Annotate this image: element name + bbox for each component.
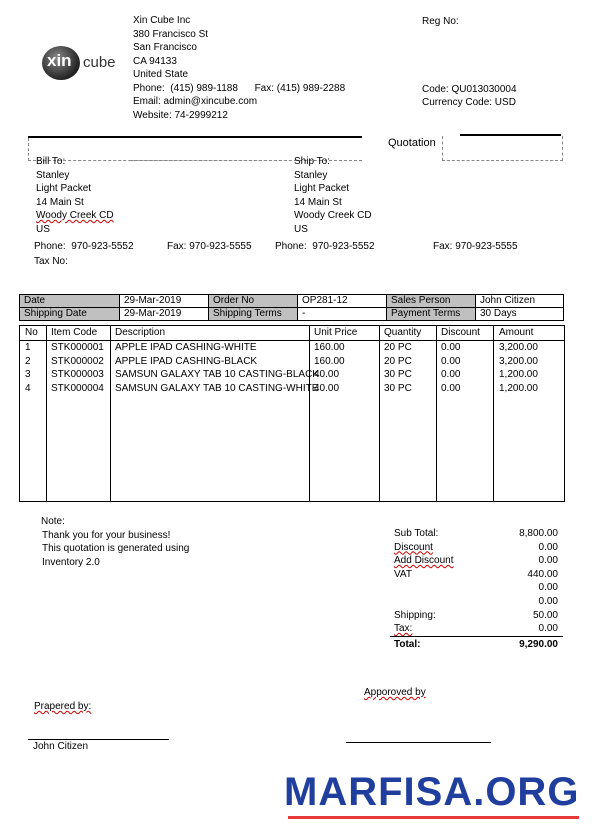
bill-to-line: Woody Creek CD xyxy=(36,210,114,221)
cell-code: STK000003 xyxy=(51,369,104,380)
order-label: Order No xyxy=(209,295,298,308)
totals-labels xyxy=(394,528,453,637)
cell-no: 4 xyxy=(25,383,31,394)
quote-code: Code: QU013030004 xyxy=(422,84,517,95)
company-email: Email: admin@xincube.com xyxy=(133,96,258,107)
header-amount: Amount xyxy=(499,327,534,338)
prepared-by-name: John Citizen xyxy=(33,741,89,752)
date-label: Date xyxy=(20,295,120,308)
cell-desc: SAMSUN GALAXY TAB 10 CASTING-BLACK xyxy=(115,369,319,380)
cell-qty: 20 PC xyxy=(384,342,412,353)
cell-amount: 1,200.00 xyxy=(499,383,538,394)
pay-terms-value: 30 Days xyxy=(476,308,564,321)
pay-terms-label: Payment Terms xyxy=(387,308,476,321)
col-divider xyxy=(436,326,437,501)
watermark: MARFISA.ORG xyxy=(284,770,580,814)
cell-code: STK000002 xyxy=(51,356,104,367)
title-box-right xyxy=(442,136,563,161)
header-item-code: Item Code xyxy=(51,327,98,338)
cell-amount: 3,200.00 xyxy=(499,356,538,367)
totals-values xyxy=(480,528,558,637)
bill-to-tax: Tax No: xyxy=(34,256,68,267)
meta-row xyxy=(20,308,564,321)
company-address3: CA 94133 xyxy=(133,55,177,67)
ship-to-label: Ship To: xyxy=(294,156,330,167)
total-value: 0.00 xyxy=(538,582,558,594)
ship-to-block xyxy=(294,155,372,232)
total-rule xyxy=(390,636,563,637)
bill-divider xyxy=(130,160,287,161)
grand-total-label: Total: xyxy=(394,639,421,650)
cell-discount: 0.00 xyxy=(441,342,461,353)
prepared-signature-line xyxy=(28,739,169,740)
col-divider xyxy=(493,326,494,501)
total-label: Shipping: xyxy=(394,609,436,621)
ship-terms-label: Shipping Terms xyxy=(209,308,298,321)
col-divider xyxy=(309,326,310,501)
total-label: Discount xyxy=(394,541,433,553)
bill-to-line: Stanley xyxy=(36,169,70,181)
note-line: This quotation is generated using xyxy=(42,543,190,554)
bill-to-label: Bill To: xyxy=(36,156,66,167)
bill-to-line: 14 Main St xyxy=(36,196,84,208)
total-value: 50.00 xyxy=(532,609,558,621)
items-table xyxy=(19,325,565,502)
cell-code: STK000004 xyxy=(51,383,104,394)
ship-to-line: 14 Main St xyxy=(294,196,342,208)
ship-to-line: Light Packet xyxy=(294,183,350,194)
cell-discount: 0.00 xyxy=(441,369,461,380)
ship-to-line: Woody Creek CD xyxy=(294,210,372,221)
company-info xyxy=(133,14,345,122)
sales-value: John Citizen xyxy=(476,295,564,308)
ship-terms-value: - xyxy=(298,308,387,321)
bill-to-line: Light Packet xyxy=(36,183,92,194)
company-phone: Phone: (415) 989-1188 Fax: (415) 989-2288 xyxy=(133,82,346,94)
cell-price: 160.00 xyxy=(314,342,345,353)
total-value: 0.00 xyxy=(538,595,558,607)
cell-discount: 0.00 xyxy=(441,383,461,394)
total-label: Add Discount xyxy=(394,555,454,567)
cell-qty: 20 PC xyxy=(384,356,412,367)
note-block xyxy=(42,515,189,569)
reg-no: Reg No: xyxy=(422,16,459,27)
ship-to-fax: Fax: 970-923-5555 xyxy=(433,241,518,252)
cell-qty: 30 PC xyxy=(384,383,412,394)
company-address1: 380 Francisco St xyxy=(133,28,209,40)
ship-date-value: 29-Mar-2019 xyxy=(120,308,209,321)
cell-qty: 30 PC xyxy=(384,369,412,380)
total-value: 0.00 xyxy=(538,555,558,567)
company-logo xyxy=(42,46,122,80)
cell-desc: APPLE IPAD CASHING-BLACK xyxy=(115,356,258,367)
order-meta-table xyxy=(19,294,564,321)
ship-to-line: US xyxy=(294,223,308,232)
col-divider xyxy=(110,326,111,501)
cell-code: STK000001 xyxy=(51,342,104,353)
cell-amount: 3,200.00 xyxy=(499,342,538,353)
date-value: 29-Mar-2019 xyxy=(120,295,209,308)
col-divider xyxy=(46,326,47,501)
total-label xyxy=(394,596,453,610)
header-discount: Discount xyxy=(441,327,480,338)
cell-discount: 0.00 xyxy=(441,356,461,367)
watermark-underline xyxy=(288,816,579,819)
cell-price: 160.00 xyxy=(314,356,345,367)
bill-to-block xyxy=(36,155,114,232)
company-address2: San Francisco xyxy=(133,42,197,53)
order-value: OP281-12 xyxy=(298,295,387,308)
ship-to-phone: Phone: 970-923-5552 xyxy=(275,241,375,252)
header-description: Description xyxy=(115,327,166,338)
header-unit-price: Unit Price xyxy=(314,327,358,338)
header-no: No xyxy=(25,327,38,338)
cell-desc: SAMSUN GALAXY TAB 10 CASTING-WHITE xyxy=(115,383,319,394)
logo-text-left: xin xyxy=(47,51,72,70)
grand-total-value: 9,290.00 xyxy=(519,639,558,650)
ship-to-line: Stanley xyxy=(294,169,328,181)
note-label: Note: xyxy=(41,516,65,527)
sales-label: Sales Person xyxy=(387,295,476,308)
cell-desc: APPLE IPAD CASHING-WHITE xyxy=(115,342,257,353)
bill-to-phone: Phone: 970-923-5552 xyxy=(34,241,134,252)
company-website: Website: 74-2999212 xyxy=(133,109,228,121)
company-country: United State xyxy=(133,69,189,80)
total-value: 0.00 xyxy=(538,541,558,553)
cell-no: 2 xyxy=(25,356,31,367)
approved-signature-line xyxy=(346,742,491,743)
note-line: Thank you for your business! xyxy=(42,529,171,541)
cell-no: 3 xyxy=(25,369,31,380)
ship-date-label: Shipping Date xyxy=(20,308,120,321)
prepared-by-label: Prapered by: xyxy=(34,701,92,712)
total-label xyxy=(394,582,453,596)
cell-price: 40.00 xyxy=(314,369,340,380)
cell-no: 1 xyxy=(25,342,31,353)
total-label: Sub Total: xyxy=(394,528,439,539)
note-line: Inventory 2.0 xyxy=(42,556,100,568)
col-divider xyxy=(379,326,380,501)
bill-to-fax: Fax: 970-923-5555 xyxy=(167,241,252,252)
total-label: VAT xyxy=(394,568,412,580)
document-title: Quotation xyxy=(388,137,436,149)
total-value: 0.00 xyxy=(538,623,558,635)
total-value: 440.00 xyxy=(527,568,558,580)
currency-code: Currency Code: USD xyxy=(422,97,516,108)
cell-amount: 1,200.00 xyxy=(499,369,538,380)
total-value: 8,800.00 xyxy=(519,528,558,539)
total-label: Tax: xyxy=(394,623,413,635)
items-header-row xyxy=(20,326,564,341)
logo-text-right: cube xyxy=(83,54,116,71)
header-quantity: Quantity xyxy=(384,327,422,338)
meta-row xyxy=(20,295,564,308)
company-name: Xin Cube Inc xyxy=(133,15,191,26)
approved-by-label: Apporoved by xyxy=(364,687,426,698)
cell-price: 40.00 xyxy=(314,383,340,394)
bill-to-line: US xyxy=(36,223,50,232)
